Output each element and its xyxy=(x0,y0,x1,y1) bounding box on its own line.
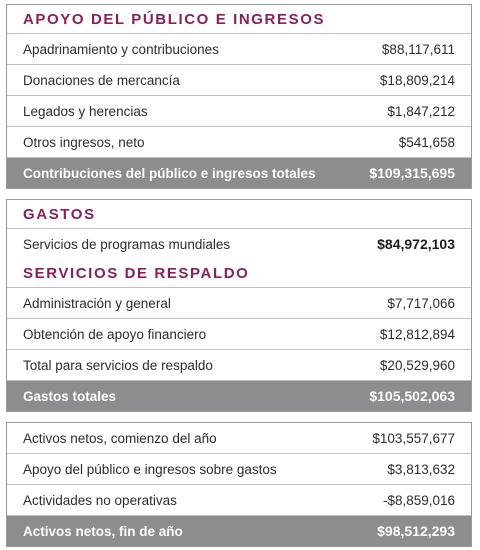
row-value: $3,813,632 xyxy=(387,461,455,477)
table-row xyxy=(7,127,471,158)
row-value: $12,812,894 xyxy=(379,326,455,342)
row-label: Obtención de apoyo financiero xyxy=(23,326,207,342)
row-value: $84,972,103 xyxy=(377,236,455,252)
net-assets-section xyxy=(6,422,472,547)
table-row xyxy=(7,288,471,319)
row-label: Total para servicios de respaldo xyxy=(23,357,213,373)
row-label: Activos netos, comienzo del año xyxy=(23,430,217,446)
row-label: Administración y general xyxy=(23,295,171,311)
row-label: Otros ingresos, neto xyxy=(23,134,145,150)
row-value: -$8,859,016 xyxy=(382,492,455,508)
table-row xyxy=(7,229,471,259)
total-value: $98,512,293 xyxy=(377,523,455,539)
expenses-total-row xyxy=(7,381,471,411)
total-label: Contribuciones del público e ingresos totales xyxy=(23,165,316,181)
total-value: $105,502,063 xyxy=(369,388,455,404)
support-total-row xyxy=(7,158,471,188)
table-row xyxy=(7,65,471,96)
row-label: Servicios de programas mundiales xyxy=(23,236,231,252)
support-services-title: SERVICIOS DE RESPALDO xyxy=(7,259,471,288)
total-label: Gastos totales xyxy=(23,388,117,404)
row-label: Actividades no operativas xyxy=(23,492,177,508)
expenses-section xyxy=(6,199,472,412)
net-assets-total-row xyxy=(7,516,471,546)
total-label: Activos netos, fin de año xyxy=(23,523,183,539)
row-value: $20,529,960 xyxy=(379,357,455,373)
table-row xyxy=(7,34,471,65)
total-value: $109,315,695 xyxy=(369,165,455,181)
table-row xyxy=(7,454,471,485)
table-row xyxy=(7,96,471,127)
row-label: Donaciones de mercancía xyxy=(23,72,180,88)
row-value: $7,717,066 xyxy=(387,295,455,311)
row-value: $88,117,611 xyxy=(381,41,455,57)
expenses-section-title: GASTOS xyxy=(7,200,471,229)
row-value: $18,809,214 xyxy=(379,72,455,88)
row-value: $1,847,212 xyxy=(387,103,455,119)
support-section-title: APOYO DEL PÚBLICO E INGRESOS xyxy=(7,5,471,34)
table-row xyxy=(7,350,471,381)
row-label: Legados y herencias xyxy=(23,103,148,119)
table-row xyxy=(7,485,471,516)
row-label: Apoyo del público e ingresos sobre gastos xyxy=(23,461,277,477)
row-value: $541,658 xyxy=(398,134,455,150)
financial-summary xyxy=(6,4,472,547)
support-revenue-section xyxy=(6,4,472,189)
row-label: Apadrinamiento y contribuciones xyxy=(23,41,219,57)
table-row xyxy=(7,423,471,454)
table-row xyxy=(7,319,471,350)
row-value: $103,557,677 xyxy=(372,430,455,446)
